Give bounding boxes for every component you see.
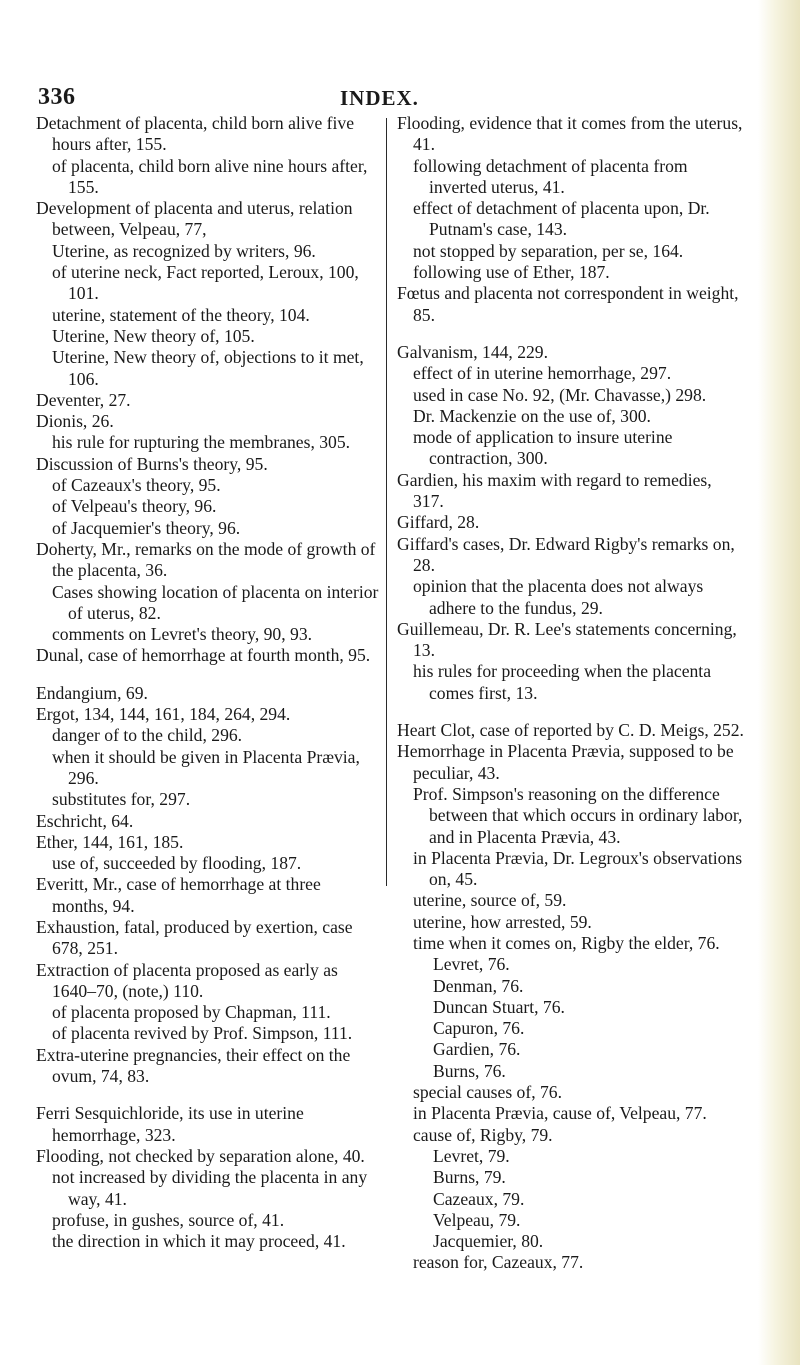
index-subentry: not stopped by separation, per se, 164. [413,240,684,261]
index-subentry: Uterine, New theory of, objections to it met, 106. [52,347,364,389]
index-subentry: of Cazeaux's theory, 95. [52,475,221,496]
index-subentry: profuse, in gushes, source of, 41. [52,1209,285,1230]
index-subentry: Velpeau, 79. [433,1209,521,1230]
index-subentry: in Placenta Prævia, cause of, Velpeau, 77. [413,1103,707,1124]
index-entry: Dunal, case of hemorrhage at fourth month, 95. [36,645,371,666]
index-subentry: following use of Ether, 187. [413,262,610,283]
index-entry: Extraction of placenta proposed as early as 1640–70, (note,) 110. [36,959,338,1001]
column-divider [386,118,387,886]
index-subentry: comments on Levret's theory, 90, 93. [52,624,313,645]
index-subentry: of uterine neck, Fact reported, Leroux, 100, 101. [52,262,359,304]
index-subentry: when it should be given in Placenta Prævia, 296. [52,746,360,788]
index-subentry: Burns, 76. [433,1060,506,1081]
index-entry: Ether, 144, 161, 185. [36,831,184,852]
index-entry: Hemorrhage in Placenta Prævia, supposed to be peculiar, 43. [397,741,734,783]
index-subentry: opinion that the placenta does not always adhere to the fundus, 29. [413,576,704,618]
index-subentry: of placenta proposed by Chapman, 111. [52,1002,331,1023]
index-subentry: of Velpeau's theory, 96. [52,496,217,517]
index-subentry: following detachment of placenta from inverted uterus, 41. [413,155,688,197]
index-subentry: of Jacquemier's theory, 96. [52,517,241,538]
page-number: 336 [38,84,76,110]
index-entry: Ergot, 134, 144, 161, 184, 264, 294. [36,704,291,725]
index-entry: Extra-uterine pregnancies, their effect on the ovum, 74, 83. [36,1044,351,1087]
index-subentry: Jacquemier, 80. [433,1231,544,1252]
index-entry: Gardien, his maxim with regard to remedies, 317. [397,469,712,512]
index-subentry: Prof. Simpson's reasoning on the difference between that which occurs in ordinary labor, and in Placenta Prævia, 43. [413,783,743,847]
index-subentry: the direction in which it may proceed, 41. [52,1231,346,1252]
index-subentry: cause of, Rigby, 79. [413,1124,553,1145]
index-entry: Development of placenta and uterus, relation between, Velpeau, 77, [36,198,353,240]
index-entry: Galvanism, 144, 229. [397,341,548,362]
index-subentry: uterine, how arrested, 59. [413,911,592,932]
index-entry: Giffard, 28. [397,512,480,533]
index-subentry: Levret, 76. [433,954,510,975]
index-entry: Detachment of placenta, child born alive five hours after, 155. [36,113,355,155]
index-subentry: not increased by dividing the placenta in any way, 41. [52,1167,368,1209]
index-subentry: Levret, 79. [433,1145,510,1166]
right-index-column [397,113,744,1274]
index-entry: Ferri Sesquichloride, its use in uterine hemorrhage, 323. [36,1103,304,1145]
index-entry: Giffard's cases, Dr. Edward Rigby's remarks on, 28. [397,533,735,575]
index-entry: Eschricht, 64. [36,810,134,831]
running-head: INDEX. [340,86,419,110]
index-subentry: Cazeaux, 79. [433,1188,525,1209]
index-subentry: uterine, source of, 59. [413,890,567,911]
index-subentry: effect of detachment of placenta upon, Dr. Putnam's case, 143. [413,198,710,240]
index-subentry: Dr. Mackenzie on the use of, 300. [413,405,651,426]
index-subentry: Uterine, as recognized by writers, 96. [52,240,316,261]
index-subentry: in Placenta Prævia, Dr. Legroux's observations on, 45. [413,847,743,890]
index-entry: Deventer, 27. [36,389,131,410]
index-entry: Exhaustion, fatal, produced by exertion, case 678, 251. [36,916,353,959]
index-subentry: Uterine, New theory of, 105. [52,325,255,346]
index-entry: Flooding, not checked by separation alone, 40. [36,1145,365,1166]
index-subentry: Capuron, 76. [433,1018,525,1039]
index-entry: Endangium, 69. [36,682,148,703]
index-subentry: special causes of, 76. [413,1082,563,1103]
index-subentry: his rules for proceeding when the placenta comes first, 13. [413,661,712,703]
index-entry: Fœtus and placenta not correspondent in weight, 85. [397,283,739,325]
index-subentry: Duncan Stuart, 76. [433,996,565,1017]
index-subentry: Cases showing location of placenta on interior of uterus, 82. [52,581,379,623]
index-subentry: effect of in uterine hemorrhage, 297. [413,363,672,384]
index-entry: Discussion of Burns's theory, 95. [36,453,268,474]
index-subentry: Denman, 76. [433,975,524,996]
left-index-column [36,113,380,1252]
index-subentry: mode of application to insure uterine contraction, 300. [413,427,673,469]
page-edge-discoloration [758,0,800,1365]
index-subentry: Gardien, 76. [433,1039,521,1060]
index-subentry: used in case No. 92, (Mr. Chavasse,) 298. [413,384,707,405]
index-subentry: danger of to the child, 296. [52,725,243,746]
index-subentry: of placenta, child born alive nine hours after, 155. [52,155,368,197]
index-subentry: of placenta revived by Prof. Simpson, 111. [52,1023,353,1044]
index-entry: Everitt, Mr., case of hemorrhage at three months, 94. [36,874,321,916]
index-subentry: substitutes for, 297. [52,789,191,810]
index-subentry: use of, succeeded by flooding, 187. [52,853,302,874]
index-subentry: reason for, Cazeaux, 77. [413,1252,584,1273]
index-entry: Doherty, Mr., remarks on the mode of growth of the placenta, 36. [36,538,376,581]
index-entry: Flooding, evidence that it comes from the uterus, 41. [397,113,743,155]
index-subentry: time when it comes on, Rigby the elder, 76. [413,932,720,953]
index-subentry: Burns, 79. [433,1167,506,1188]
index-entry: Dionis, 26. [36,411,114,432]
index-entry: Heart Clot, case of reported by C. D. Meigs, 252. [397,720,744,741]
index-subentry: uterine, statement of the theory, 104. [52,304,310,325]
index-entry: Guillemeau, Dr. R. Lee's statements concerning, 13. [397,618,737,661]
index-subentry: his rule for rupturing the membranes, 305. [52,432,351,453]
